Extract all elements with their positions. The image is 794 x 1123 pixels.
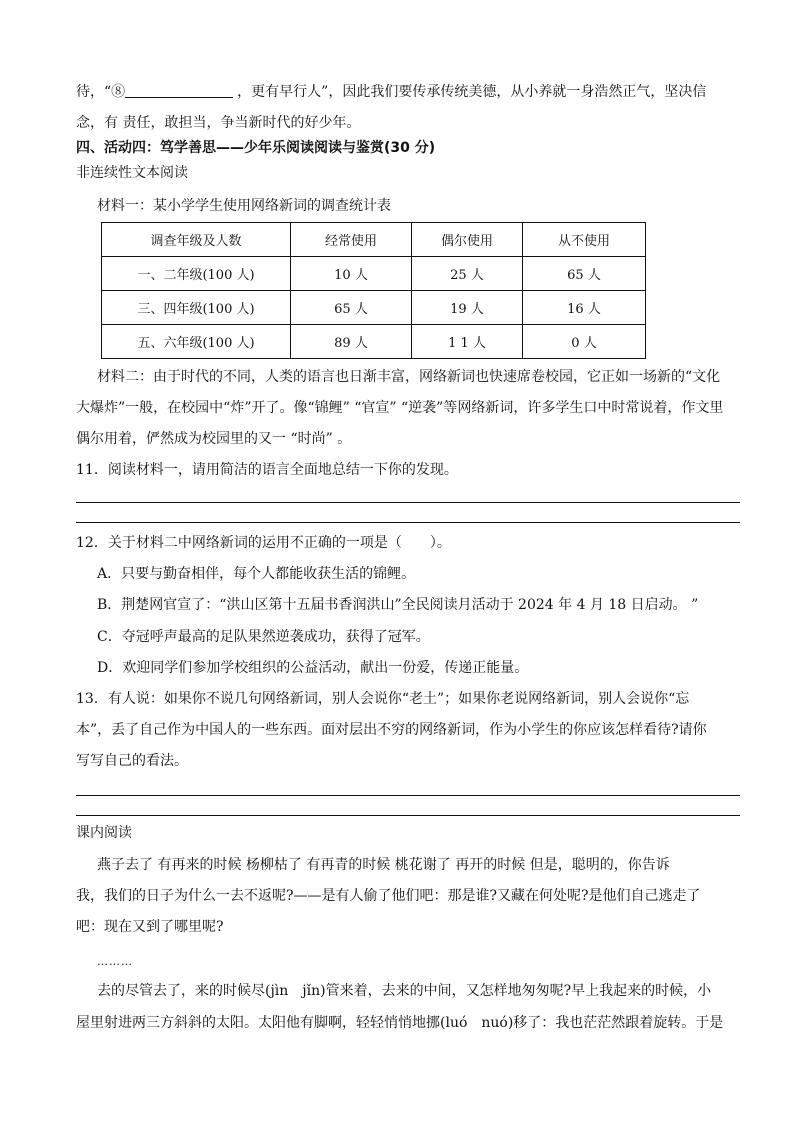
table-cell: 19 人 [412, 291, 523, 325]
subheading: 非连续性文本阅读 [76, 165, 188, 181]
table-cell: 0 人 [523, 325, 646, 359]
table-header-cell: 从不使用 [523, 223, 646, 257]
table-cell: 65 人 [291, 291, 412, 325]
fill-blank[interactable] [125, 83, 233, 98]
passage-line: 吧：现在又到了哪里呢? [76, 919, 224, 935]
table-cell: 五、六年级(100 人) [102, 325, 291, 359]
section-heading: 四、活动四：笃学善思——少年乐阅读阅读与鉴赏(30 分) [76, 140, 436, 156]
table-cell: 65 人 [523, 257, 646, 291]
answer-line[interactable] [76, 815, 740, 816]
table-header-row [102, 223, 646, 257]
table-row [102, 257, 646, 291]
option-a: A．只要与勤奋相伴，每个人都能收获生活的锦鲤。 [97, 566, 416, 582]
option-c: C．夺冠呼声最高的足队果然逆袭成功，获得了冠军。 [97, 629, 430, 645]
option-d: D．欢迎同学们参加学校组织的公益活动，献出一份爱，传递正能量。 [97, 660, 529, 676]
subheading: 课内阅读 [76, 825, 132, 841]
ellipsis: ……… [97, 955, 133, 968]
table-cell: 25 人 [412, 257, 523, 291]
answer-line[interactable] [76, 522, 740, 523]
text-line [76, 82, 748, 102]
question-13-line: 本”，丢了自己作为中国人的一些东西。面对层出不穷的网络新词，作为小学生的你应该怎样看待?请你 [76, 722, 707, 738]
table-cell: 16 人 [523, 291, 646, 325]
material-title: 材料一：某小学学生使用网络新词的调查统计表 [97, 198, 391, 214]
table-cell: 1 1 人 [412, 325, 523, 359]
passage-line: 去的尽管去了，来的时候尽(jìn jǐn)管来着，去来的中间，又怎样地匆匆呢?早上我起来的时候，小 [97, 983, 712, 999]
text-line: 念，有 责任，敢担当，争当新时代的好少年。 [76, 115, 361, 131]
passage-line: 我，我们的日子为什么一去不返呢?——是有人偷了他们吧：那是谁?又藏在何处呢?是他们自己逃走了 [76, 888, 701, 904]
question-11: 11．阅读材料一，请用简洁的语言全面地总结一下你的发现。 [76, 462, 458, 478]
line-fragment: 待，“ [76, 84, 112, 100]
question-13-line: 写写自己的看法。 [76, 753, 188, 769]
line-fragment: ，更有早行人”，因此我们要传承传统美德，从小养就一身浩然正气，坚决信 [237, 84, 707, 100]
table-cell: 10 人 [291, 257, 412, 291]
table-header-cell: 偶尔使用 [412, 223, 523, 257]
table-row [102, 325, 646, 359]
answer-line[interactable] [76, 795, 740, 796]
question-12: 12．关于材料二中网络新词的运用不正确的一项是（ ）。 [76, 535, 451, 551]
table-header-cell: 调查年级及人数 [102, 223, 291, 257]
table-cell: 一、二年级(100 人) [102, 257, 291, 291]
passage-line: 燕子去了 有再来的时候 杨柳枯了 有再青的时候 桃花谢了 再开的时候 但是，聪明的，你告诉 [97, 857, 670, 873]
answer-line[interactable] [76, 502, 740, 503]
paragraph-line: 偶尔用着，俨然成为校园里的又一 “时尚” 。 [76, 431, 352, 447]
table-header-cell: 经常使用 [291, 223, 412, 257]
question-13: 13．有人说：如果你不说几句网络新词，别人会说你“老土”；如果你老说网络新词，别人会说你“忘 [76, 691, 690, 707]
blank-number: ⑧ [111, 84, 126, 100]
paragraph-line: 材料二：由于时代的不同，人类的语言也日渐丰富，网络新词也快速席卷校园，它正如一场新的“文化 [97, 369, 721, 385]
paragraph-line: 大爆炸”一般，在校园中“炸”开了。像“锦鲤” “官宣” “逆袭”等网络新词，许多学生口中时常说着，作文里 [76, 400, 724, 416]
table-cell: 三、四年级(100 人) [102, 291, 291, 325]
option-b: B．荆楚网官宣了：“洪山区第十五届书香润洪山”全民阅读月活动于 2024 年 4 月 18 日启动。 ” [97, 597, 699, 613]
passage-line: 屋里射进两三方斜斜的太阳。太阳他有脚啊，轻轻悄悄地挪(luó nuó)移了：我也茫茫然跟着旋转。于是 [76, 1015, 724, 1031]
survey-table [101, 222, 646, 359]
table-row [102, 291, 646, 325]
table-cell: 89 人 [291, 325, 412, 359]
